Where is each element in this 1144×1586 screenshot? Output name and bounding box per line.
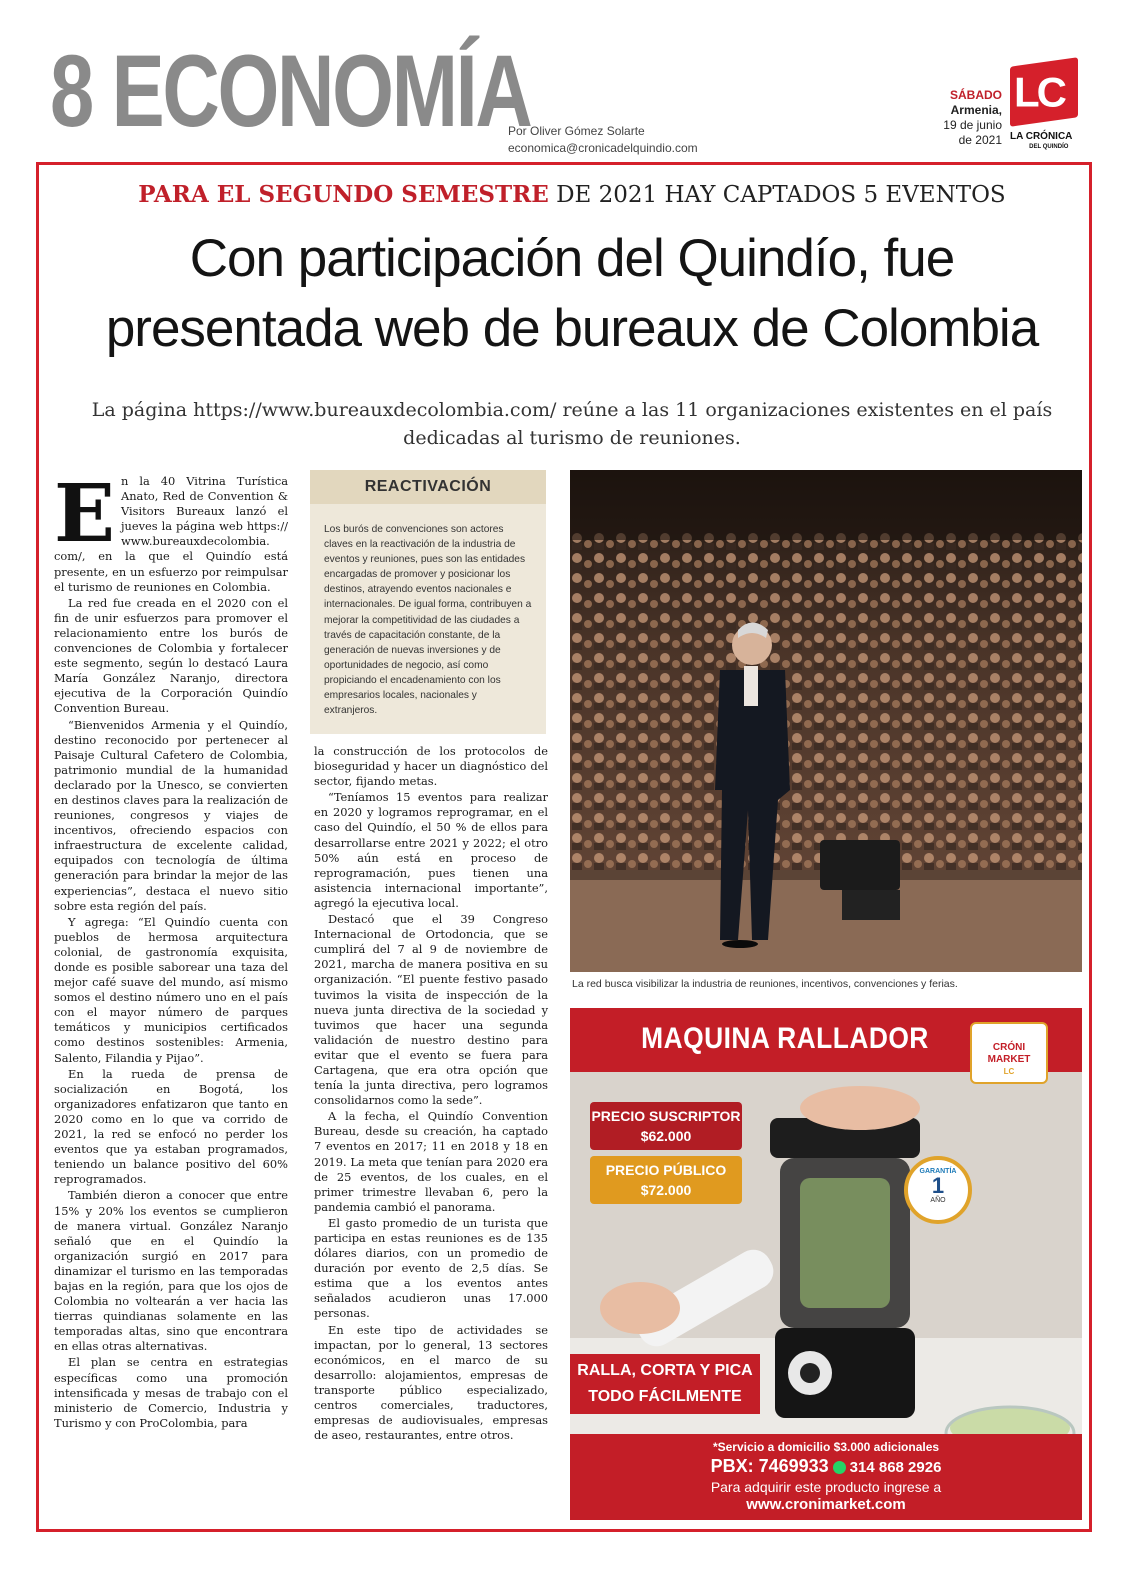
- byline-author: Por Oliver Gómez Solarte: [508, 124, 645, 138]
- warranty-number: 1: [931, 1173, 945, 1198]
- ad-url-link[interactable]: www.cronimarket.com: [746, 1496, 906, 1513]
- warranty-label: GARANTÍA: [919, 1168, 957, 1175]
- cronimarket-logo-text: CRÓNI MARKET: [987, 1042, 1031, 1065]
- subscriber-price-label: PRECIO SUSCRIPTOR: [591, 1108, 741, 1124]
- reactivation-box: [310, 470, 546, 734]
- paragraph: “Bienvenidos Armenia y el Quindío, destino reconocido por pertenecer al Paisaje Cultural Cafetero de Colombia, patrimonio mundial de la humanidad declarado por la Unesco, se convierten en destinos claves para la realización de reuniones, congresos y viajes de incentivos, ofreciendo espacios con infraestructura de excelente calidad, equipados con tecnología de última generación para brindar la mejor de las experiencias”, destaca el nuevo sitio sobre esta región del país.: [54, 717, 288, 913]
- slogan-line2: TODO FÁCILMENTE: [588, 1388, 742, 1405]
- newspaper-name-main: LA CRÓNICA: [1010, 131, 1073, 142]
- paragraph: la construcción de los protocolos de bioseguridad y hacer un diagnóstico del sector, fijando metas.: [314, 744, 548, 789]
- headline-line1: Con participación del Quindío, fue: [189, 229, 955, 288]
- paragraph: “Teníamos 15 eventos para realizar en 2020 y logramos reprogramar, en el caso del Quindío, el 50 % de ellos para desarrollarse entre 2021 y 2022; el otro 50% aún está en proceso de reprogramación, pues tienen una asistencia internacional importante”, agregó la ejecutiva local.: [314, 790, 548, 910]
- event-photo-image: [570, 470, 1082, 972]
- advertisement[interactable]: [570, 1008, 1082, 1520]
- contact-line: [570, 1456, 1082, 1477]
- article-standfirst: [52, 396, 1092, 452]
- standfirst-line2: dedicadas al turismo de reuniones.: [403, 427, 741, 449]
- subscriber-price-value: $62.000: [640, 1128, 692, 1144]
- cronimarket-logo: [970, 1022, 1048, 1084]
- paragraph: También dieron a conocer que entre 15% y 20% los eventos se cumplieron de manera virtual. González Naranjo señaló que en el Quindío la organización surgió en 2017 para dinamizar el turismo en las temporadas bajas en la región, para que los ojos de Colombia no voltearán a ver hacia las tierras quindianas solamente en las temporadas altas, sino que encontrara en ellas otras alternativas.: [54, 1188, 288, 1354]
- public-price: [590, 1156, 742, 1204]
- warranty-unit: AÑO: [930, 1197, 946, 1204]
- pbx-number[interactable]: PBX: 7469933: [710, 1456, 829, 1476]
- standfirst-line1: La página https://www.bureauxdecolombia.com/ reúne a las 11 organizaciones existentes en el país: [91, 399, 1053, 421]
- event-photo: [570, 470, 1082, 972]
- reactivation-box-title: REACTIVACIÓN: [310, 470, 546, 504]
- newspaper-logo: [1010, 57, 1078, 127]
- paragraph: La red fue creada en el 2020 con el fin de unir esfuerzos para promover el relacionamiento entre los burós de convenciones de Colombia y fortalecer este segmento, según lo destacó Laura María González Naranjo, directora ejecutiva de la Corporación Quindío Convention Bureau.: [54, 595, 288, 716]
- delivery-note: *Servicio a domicilio $3.000 adicionales: [712, 1440, 940, 1454]
- paragraph: En la rueda de prensa de socialización en Bogotá, los organizadores enfatizaron que tanto en 2020 como en lo que va corrido de 2021, la red se enfocó no perder los eventos que ya estaban programados, teniendo un balance positivo del 60% reprogramados.: [54, 1066, 288, 1187]
- kicker-rest: DE 2021 HAY CAPTADOS 5 EVENTOS: [548, 182, 1006, 208]
- issue-city: Armenia,: [950, 103, 1002, 117]
- issue-date-line2: de 2021: [958, 133, 1002, 147]
- article-column-1: [54, 466, 288, 1432]
- whatsapp-icon: [833, 1461, 846, 1474]
- public-price-value: $72.000: [640, 1182, 692, 1198]
- logo-initials: LC: [1014, 68, 1064, 116]
- photo-caption: La red busca visibilizar la industria de reuniones, incentivos, convenciones y ferias.: [572, 978, 958, 990]
- ad-title: MAQUINA RALLADOR: [641, 1022, 929, 1055]
- byline-email[interactable]: economica@cronicadelquindio.com: [508, 141, 698, 155]
- headline-line2: presentada web de bureaux de Colombia: [105, 299, 1039, 358]
- issue-date-line1: 19 de junio: [943, 118, 1002, 132]
- paragraph: En este tipo de actividades se impactan, por lo general, 13 sectores económicos, en el marco de su desarrollo: alojamientos, empresas de transporte público especializado, centros comerciales, traductores, empresas de audiovisuales, empresas de aseo, restaurantes, entre otros.: [314, 1322, 548, 1443]
- ad-slogan: [570, 1354, 760, 1414]
- ad-cta: Para adquirir este producto ingrese a: [710, 1479, 942, 1495]
- paragraph: A la fecha, el Quindío Convention Bureau, desde su creación, ha captado 7 eventos en 2017; 11 en 2018 y 18 en 2019. La meta que tenían para 2020 era de 25 eventos, de los cuales, en el primer trimestre llevaban 6, pero la pandemia cambió el panorama.: [314, 1109, 548, 1214]
- paragraph: El plan se centra en estrategias específicas como una promoción intensificada y mesas de trabajo con el ministerio de Comercio, Industria y Turismo y con ProColombia, para: [54, 1355, 288, 1430]
- article-kicker: [0, 180, 1144, 210]
- slogan-line1: RALLA, CORTA Y PICA: [577, 1362, 753, 1379]
- newspaper-name-sub: DEL QUINDÍO: [1029, 144, 1069, 150]
- reactivation-box-text: Los burós de convenciones son actores claves en la reactivación de la industria de eventos y reuniones, pues son las entidades encargadas de promover y posicionar los destinos, atrayendo eventos nacionales e internacionales. De igual forma, contribuyen a mejorar la competitividad de las ciudades a través de capacitación constante, de la generación de nuevas inversiones y de oportunidades de negocio, así como propiciando el encadenamiento con los empresarios locales, nacionales y extranjeros.: [324, 524, 532, 717]
- section-title: 8 ECONOMÍA: [50, 34, 531, 148]
- newspaper-name: [1010, 132, 1072, 152]
- byline: [508, 123, 698, 157]
- ad-footer: [570, 1434, 1082, 1520]
- cronimarket-logo-sub: LC: [1003, 1067, 1015, 1076]
- issue-date: [943, 88, 1002, 148]
- issue-weekday: SÁBADO: [949, 88, 1002, 102]
- drop-cap: E: [54, 466, 115, 560]
- subscriber-price: [590, 1102, 742, 1150]
- article-headline: [48, 224, 1096, 364]
- paragraph: n la 40 Vitrina Turística Anato, Red de Convention & Visitors Bureaux lanzó el jueves la página web https:// www.bureauxdecolombia. com/, en la que el Quindío está presente, en un esfuerzo por reimpulsar el turismo de reuniones en Colombia.: [54, 474, 288, 594]
- paragraph: Destacó que el 39 Congreso Internacional de Ortodoncia, que se cumplirá del 7 al 9 de noviembre de 2021, marcha de manera positiva en su organización. “El puente festivo pasado tuvimos la visita de inspección de la nueva junta directiva de la sociedad y tuvimos que hacer una segunda validación de nuestro destino para evitar que el evento se fuera para Cartagena, que era otra opción que tenía la junta directiva, pero logramos consolidarnos como la sede”.: [314, 912, 548, 1108]
- article-column-2: [314, 744, 548, 1444]
- cell-number[interactable]: 314 868 2926: [849, 1459, 942, 1476]
- paragraph: Y agrega: “El Quindío cuenta con pueblos de hermosa arquitectura colonial, de gastronomía exquisita, donde es posible saborear una taza del mejor café suave del mundo, así mismo somos el destino número uno en el país con el mayor número de parques temáticos y municipios certificados como destinos sostenibles: Armenia, Salento, Filandia y Pijao”.: [54, 914, 288, 1065]
- paragraph: El gasto promedio de un turista que participa en estas reuniones es de 135 dólares diarios, con un promedio de duración por evento de 2,5 días. Se estima que a los eventos antes señalados acudieron unas 17.000 personas.: [314, 1215, 548, 1321]
- kicker-highlight: PARA EL SEGUNDO SEMESTRE: [138, 181, 549, 208]
- warranty-badge-icon: [904, 1156, 972, 1224]
- public-price-label: PRECIO PÚBLICO: [605, 1162, 727, 1178]
